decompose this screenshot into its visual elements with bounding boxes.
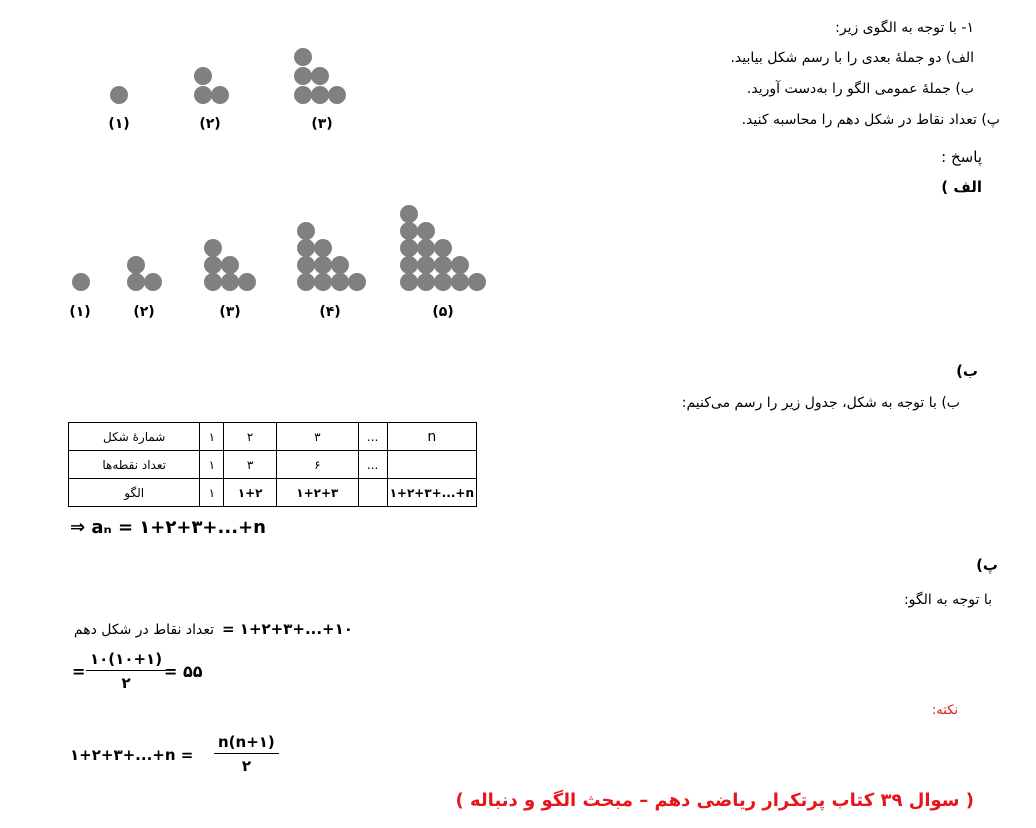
note-label: نکته:	[931, 703, 958, 718]
tenth-sum: = ۱+۲+۳+...+۱۰	[222, 620, 353, 638]
pattern-dot	[400, 205, 418, 223]
problem-part-b: ب) جملهٔ عمومی الگو را به‌دست آورید.	[746, 81, 974, 97]
pattern-dot	[328, 86, 346, 104]
answer-be: ب)	[956, 362, 978, 380]
table-cell: ۶	[277, 451, 359, 479]
answer-pe: پ)	[976, 556, 998, 574]
footer-source: ( سوال ۳۹ کتاب پرتکرار ریاضی دهم – مبحث الگو و دنباله )	[455, 790, 974, 811]
table-cell: ۲	[224, 423, 277, 451]
pattern-dot	[434, 273, 452, 291]
fraction-numerator: n(n+۱)	[214, 733, 279, 754]
table-row	[69, 423, 477, 451]
table-cell	[387, 451, 476, 479]
pattern-dot	[221, 273, 239, 291]
pattern-dot	[297, 222, 315, 240]
tenth-fraction	[86, 650, 166, 692]
formula-lhs: ۱+۲+۳+...+n =	[70, 746, 194, 764]
pattern-dot	[127, 256, 145, 274]
pattern-dot	[211, 86, 229, 104]
pattern-dot	[294, 86, 312, 104]
pattern-dot	[314, 239, 332, 257]
pattern-dot	[294, 67, 312, 85]
answer-heading: پاسخ :	[941, 148, 982, 166]
table-cell: ۱+۲+۳	[277, 479, 359, 507]
answer-label-4: (۴)	[319, 304, 341, 320]
pattern-dot	[297, 273, 315, 291]
pattern-dot	[194, 86, 212, 104]
pattern-dot	[331, 273, 349, 291]
pattern-dot	[204, 273, 222, 291]
pattern-dot	[311, 86, 329, 104]
pattern-dot	[434, 256, 452, 274]
pattern-dot	[297, 239, 315, 257]
problem-title: ۱- با توجه به الگوی زیر:	[835, 20, 974, 36]
pattern-dot	[417, 239, 435, 257]
given-label-1: (۱)	[108, 116, 130, 132]
table-row	[69, 479, 477, 507]
fraction-numerator: ۱۰(۱۰+۱)	[86, 650, 166, 671]
pattern-dot	[110, 86, 128, 104]
pattern-dot	[400, 239, 418, 257]
table-cell: ۱	[200, 423, 224, 451]
pattern-dot	[311, 67, 329, 85]
pattern-dot	[294, 48, 312, 66]
general-term: ⇒ aₙ = ۱+۲+۳+...+n	[70, 517, 266, 538]
table-header-cell: تعداد نقطه‌ها	[69, 451, 200, 479]
answer-label-2: (۲)	[133, 304, 155, 320]
pattern-dot	[72, 273, 90, 291]
pattern-dot	[127, 273, 145, 291]
table-cell: ۱	[200, 479, 224, 507]
pattern-dot	[204, 256, 222, 274]
table-header-cell: شمارهٔ شکل	[69, 423, 200, 451]
answer-pe-intro: با توجه به الگو:	[903, 592, 992, 608]
pattern-table	[68, 422, 477, 507]
fraction-denominator: ۲	[241, 757, 251, 775]
given-label-2: (۲)	[199, 116, 221, 132]
eq-sign: =	[72, 662, 86, 681]
pattern-dot	[451, 256, 469, 274]
table-cell	[358, 479, 387, 507]
pattern-dot	[204, 239, 222, 257]
pattern-dot	[417, 273, 435, 291]
answer-label-3: (۳)	[219, 304, 241, 320]
pattern-dot	[468, 273, 486, 291]
pattern-dot	[331, 256, 349, 274]
tenth-result: = ۵۵	[164, 662, 203, 681]
pattern-dot	[221, 256, 239, 274]
table-cell: ۳	[224, 451, 277, 479]
table-header-cell: الگو	[69, 479, 200, 507]
pattern-dot	[348, 273, 366, 291]
pattern-dot	[400, 273, 418, 291]
answer-alef: الف )	[941, 178, 982, 196]
table-cell: ...	[358, 451, 387, 479]
pattern-dot	[314, 256, 332, 274]
table-cell: n	[387, 423, 476, 451]
pattern-dot	[434, 239, 452, 257]
table-cell: ۳	[277, 423, 359, 451]
pattern-dot	[314, 273, 332, 291]
tenth-label: تعداد نقاط در شکل دهم	[73, 622, 214, 638]
answer-be-intro: ب) با توجه به شکل، جدول زیر را رسم می‌کنیم:	[681, 395, 960, 411]
pattern-dot	[238, 273, 256, 291]
pattern-dot	[194, 67, 212, 85]
table-cell: ...	[358, 423, 387, 451]
pattern-dot	[417, 222, 435, 240]
given-label-3: (۳)	[311, 116, 333, 132]
answer-label-1: (۱)	[69, 304, 91, 320]
pattern-dot	[451, 273, 469, 291]
fraction-denominator: ۲	[121, 674, 131, 692]
table-cell: ۱+۲+۳+...+n	[387, 479, 476, 507]
formula-fraction	[214, 733, 279, 775]
pattern-dot	[400, 256, 418, 274]
pattern-dot	[144, 273, 162, 291]
pattern-dot	[297, 256, 315, 274]
table-row	[69, 451, 477, 479]
pattern-dot	[400, 222, 418, 240]
pattern-dot	[417, 256, 435, 274]
answer-label-5: (۵)	[432, 304, 454, 320]
table-cell: ۱+۲	[224, 479, 277, 507]
problem-part-a: الف) دو جملهٔ بعدی را با رسم شکل بیابید.	[730, 50, 974, 66]
problem-part-p: پ) تعداد نقاط در شکل دهم را محاسبه کنید.	[741, 112, 1000, 128]
table-cell: ۱	[200, 451, 224, 479]
